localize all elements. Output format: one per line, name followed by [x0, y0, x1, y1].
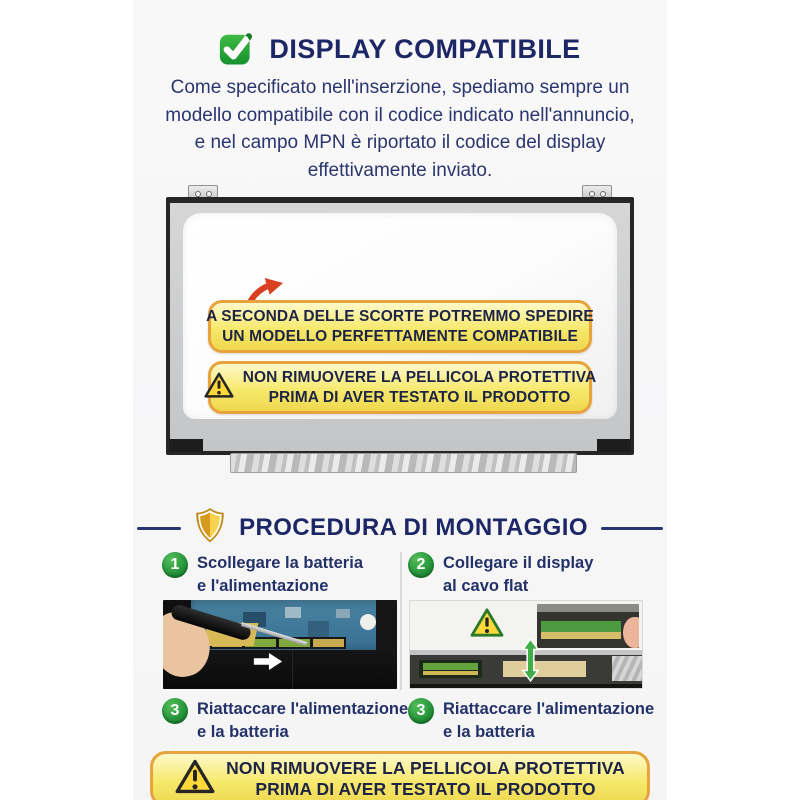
step-number-badge: 3	[162, 698, 188, 724]
green-double-arrow-icon	[521, 638, 540, 687]
warning-triangle-icon	[470, 608, 504, 643]
procedure-title: PROCEDURA DI MONTAGGIO	[239, 514, 588, 541]
divider-line-left	[137, 527, 181, 530]
connector-closeup-inset	[537, 604, 639, 648]
column-divider	[400, 552, 402, 690]
intro-line: modello compatibile con il codice indicato nell'annuncio,	[165, 104, 635, 126]
white-arrow-icon	[252, 652, 284, 676]
protective-film-text: NON RIMUOVERE LA PELLICOLA PROTETTIVA PRIMA DI AVER TESTATO IL PRODOTTO	[242, 369, 597, 406]
step-number-badge: 1	[162, 552, 188, 578]
connect-flat-cable-photo	[409, 600, 643, 689]
stock-notice-banner	[208, 300, 592, 353]
step-3-left-label: Riattaccare l'alimentazione e la batteria	[197, 700, 409, 741]
footer-warning-banner	[150, 751, 650, 800]
intro-line: e nel campo MPN è riportato il codice del display	[194, 132, 606, 153]
step-1-label: Scollegare la batteria e l'alimentazione	[197, 554, 363, 595]
content-area	[133, 0, 667, 800]
step-3-left	[162, 698, 408, 744]
lcd-panel-illustration	[166, 185, 634, 480]
procedure-column-2	[408, 550, 655, 746]
warning-triangle-icon	[204, 372, 234, 404]
disconnect-battery-photo	[163, 600, 397, 689]
green-checkmark-icon	[219, 28, 254, 71]
footer-warning-text: NON RIMUOVERE LA PELLICOLA PROTETTIVA PRIMA DI AVER TESTATO IL PRODOTTO	[226, 757, 625, 799]
warning-triangle-icon	[175, 759, 215, 800]
header	[133, 28, 667, 71]
page-title: DISPLAY COMPATIBILE	[269, 34, 581, 64]
step-number-badge: 2	[408, 552, 434, 578]
step-3-right-label: Riattaccare l'alimentazione e la batteria	[443, 700, 655, 741]
step-2-label: Collegare il display al cavo flat	[443, 554, 594, 595]
intro-line: effettivamente inviato.	[307, 159, 493, 181]
stock-notice-text: A SECONDA DELLE SCORTE POTREMMO SPEDIRE UN MODELLO PERFETTAMENTE COMPATIBILE	[206, 308, 594, 345]
panel-corner-right	[597, 439, 631, 452]
step-2	[408, 552, 593, 598]
flat-cable-connector	[419, 660, 482, 678]
procedure-column-1	[162, 550, 409, 746]
panel-corner-left	[169, 439, 203, 452]
intro-paragraph	[141, 74, 659, 184]
step-3-right	[408, 698, 654, 744]
foil-strip	[230, 453, 577, 473]
gold-shield-icon	[194, 507, 226, 549]
flat-cable	[503, 661, 587, 676]
finger	[623, 617, 639, 648]
divider-line-right	[601, 527, 663, 530]
procedure-header	[133, 507, 667, 549]
step-1	[162, 552, 363, 598]
step-number-badge: 3	[408, 698, 434, 724]
protective-film-banner	[208, 361, 597, 414]
intro-line: Come specificato nell'inserzione, spediamo sempre un	[170, 77, 630, 98]
